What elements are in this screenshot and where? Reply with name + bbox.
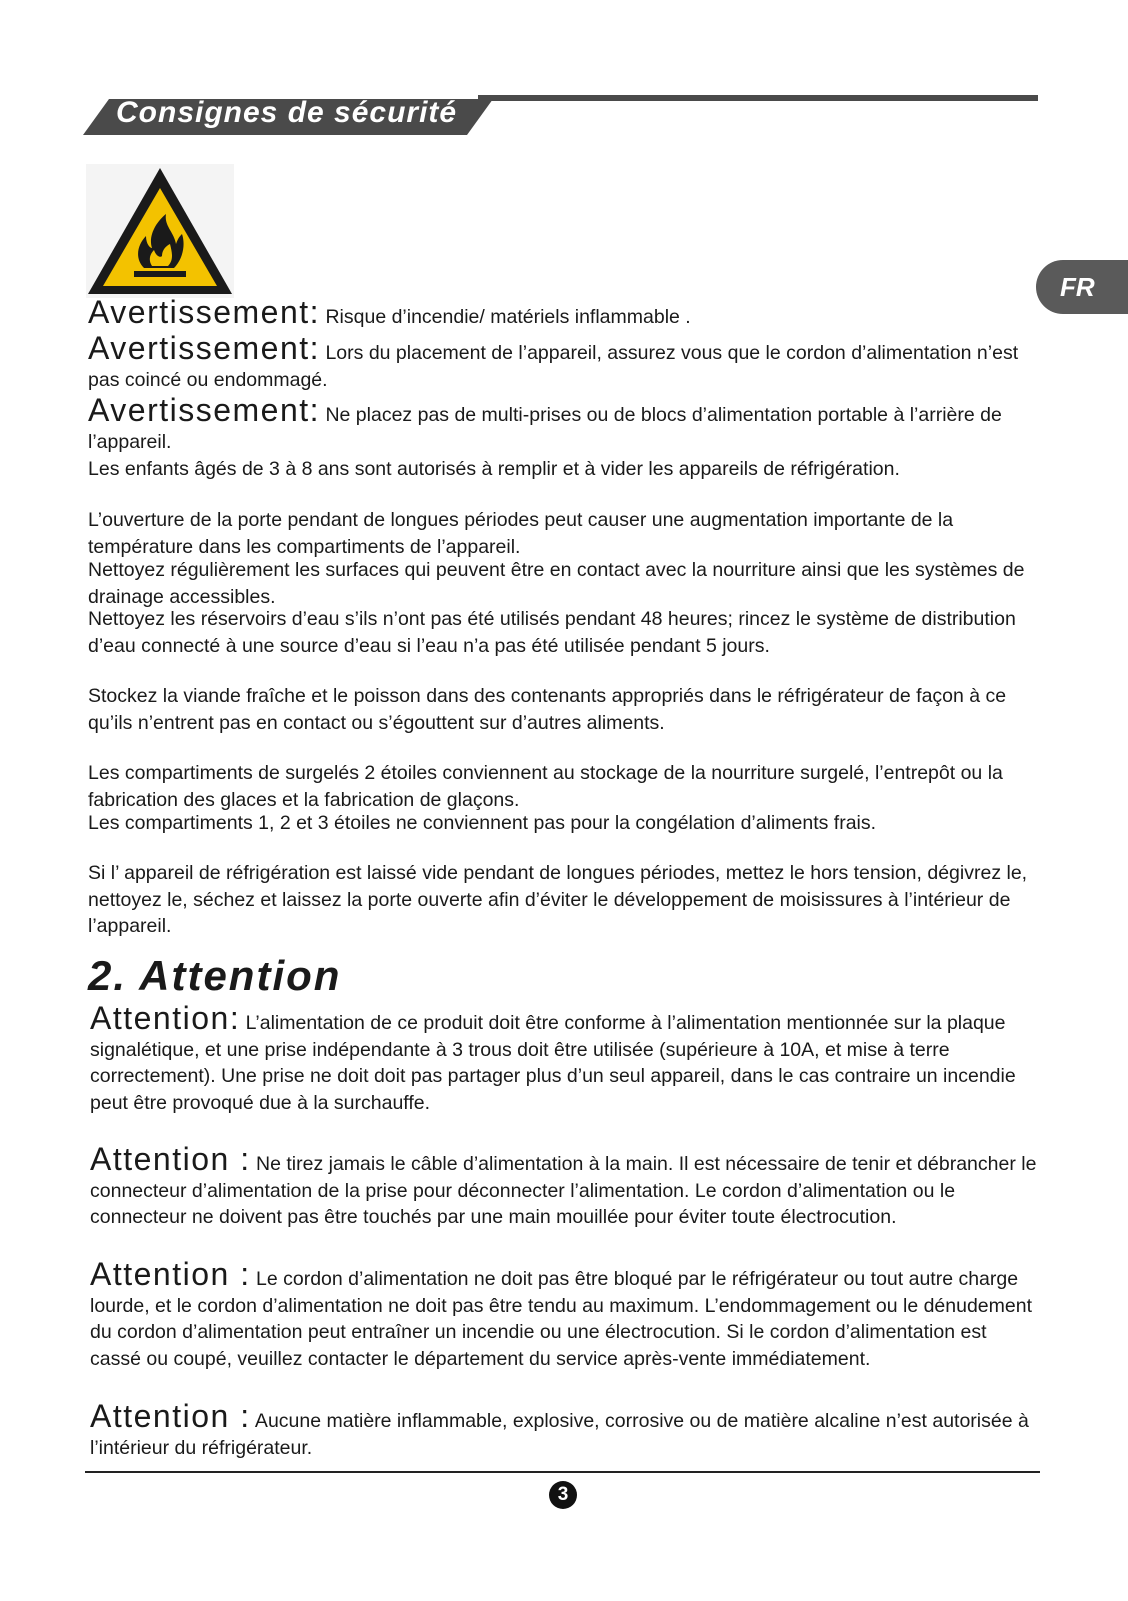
attention-item	[90, 1258, 1040, 1372]
safety-paragraph: Nettoyez les réservoirs d’eau s’ils n’ont pas été utilisés pendant 48 heures; rincez le système de distribution d’eau connecté à une source d’eau si l’eau n’a pas été utilisée pendant 5 jours.	[88, 608, 1016, 657]
attention-item	[90, 1400, 1040, 1461]
language-label: FR	[1060, 272, 1095, 302]
safety-paragraph: L’ouverture de la porte pendant de longues périodes peut causer une augmentation importante de la température dans les compartiments de l’appareil.	[88, 509, 954, 558]
warning-text: Ne placez pas de multi-prises ou de blocs d’alimentation portable à l’arrière de l’appareil.	[88, 404, 1002, 453]
safety-paragraph: Les compartiments de surgelés 2 étoiles conviennent au stockage de la nourriture surgelé, l’entrepôt ou la fabrication des glaces et la fabrication de glaçons.	[88, 762, 1003, 811]
warning-text: Lors du placement de l’appareil, assurez vous que le cordon d’alimentation n’est pas coincé ou endommagé.	[88, 342, 1019, 391]
section-title: 2. Attention	[88, 952, 342, 999]
header-rule	[478, 95, 1038, 101]
flammable-warning-icon	[86, 164, 234, 298]
attention-text: Aucune matière inflammable, explosive, corrosive ou de matière alcaline n’est autorisée à l’intérieur du réfrigérateur.	[90, 1410, 1029, 1459]
warning-lead: Avertissement:	[88, 392, 321, 428]
attention-lead: Attention :	[90, 1398, 251, 1434]
warning-lead: Avertissement:	[88, 294, 321, 330]
warning-lead: Avertissement:	[88, 330, 321, 366]
attention-lead: Attention:	[90, 1000, 241, 1036]
warning-item	[88, 332, 1038, 393]
attention-lead: Attention :	[90, 1141, 251, 1177]
warning-text: Risque d’incendie/ matériels inflammable .	[320, 306, 691, 328]
safety-paragraph: Stockez la viande fraîche et le poisson dans des contenants appropriés dans le réfrigérateur de façon à ce qu’ils n’entrent pas en contact ou s’égouttent sur d’autres aliments.	[88, 685, 1007, 734]
page-title: Consignes de sécurité	[116, 96, 458, 129]
attention-item	[90, 1002, 1040, 1116]
safety-paragraph: Les compartiments 1, 2 et 3 étoiles ne conviennent pas pour la congélation d’aliments frais.	[88, 812, 877, 834]
attention-text: Ne tirez jamais le câble d’alimentation à la main. Il est nécessaire de tenir et débrancher le connecteur d’alimentation de la prise pour déconnecter l’alimentation. Le cordon d’alimentation ou le connecteur ne doivent pas être touchés par une main mouillée pour éviter toute électrocution.	[90, 1153, 1037, 1228]
safety-paragraph: Les enfants âgés de 3 à 8 ans sont autorisés à remplir et à vider les appareils de réfrigération.	[88, 458, 900, 480]
page-number: 3	[549, 1481, 577, 1509]
attention-text: L’alimentation de ce produit doit être conforme à l’alimentation mentionnée sur la plaque signalétique, et une prise indépendante à 3 trous doit être utilisée (supérieure à 10A, et mise à terre correctement). Une prise ne doit doit pas partager plus d’un seul appareil, dans le cas contraire un incendie peut être provoqué due à la surchauffe.	[90, 1012, 1016, 1114]
attention-lead: Attention :	[90, 1256, 251, 1292]
attention-item	[90, 1143, 1040, 1231]
warning-item	[88, 296, 1038, 331]
safety-paragraph: Nettoyez régulièrement les surfaces qui peuvent être en contact avec la nourriture ainsi que les systèmes de drainage accessibles.	[88, 559, 1025, 608]
safety-paragraph: Si l’ appareil de réfrigération est laissé vide pendant de longues périodes, mettez le hors tension, dégivrez le, nettoyez le, séchez et laissez la porte ouverte afin d’éviter le développement de moisissures à l’intérieur de l’appareil.	[88, 862, 1028, 937]
attention-text: Le cordon d’alimentation ne doit pas être bloqué par le réfrigérateur ou tout autre charge lourde, et le cordon d’alimentation ne doit pas être tendu au maximum. L’endommagement ou le dénudement du cordon d’alimentation peut entraîner un incendie ou une électrocution. Si le cordon d’alimentation est cassé ou coupé, veuillez contacter le département du service après-vente immédiatement.	[90, 1268, 1032, 1370]
warning-item	[88, 394, 1038, 455]
footer-rule	[85, 1471, 1040, 1473]
